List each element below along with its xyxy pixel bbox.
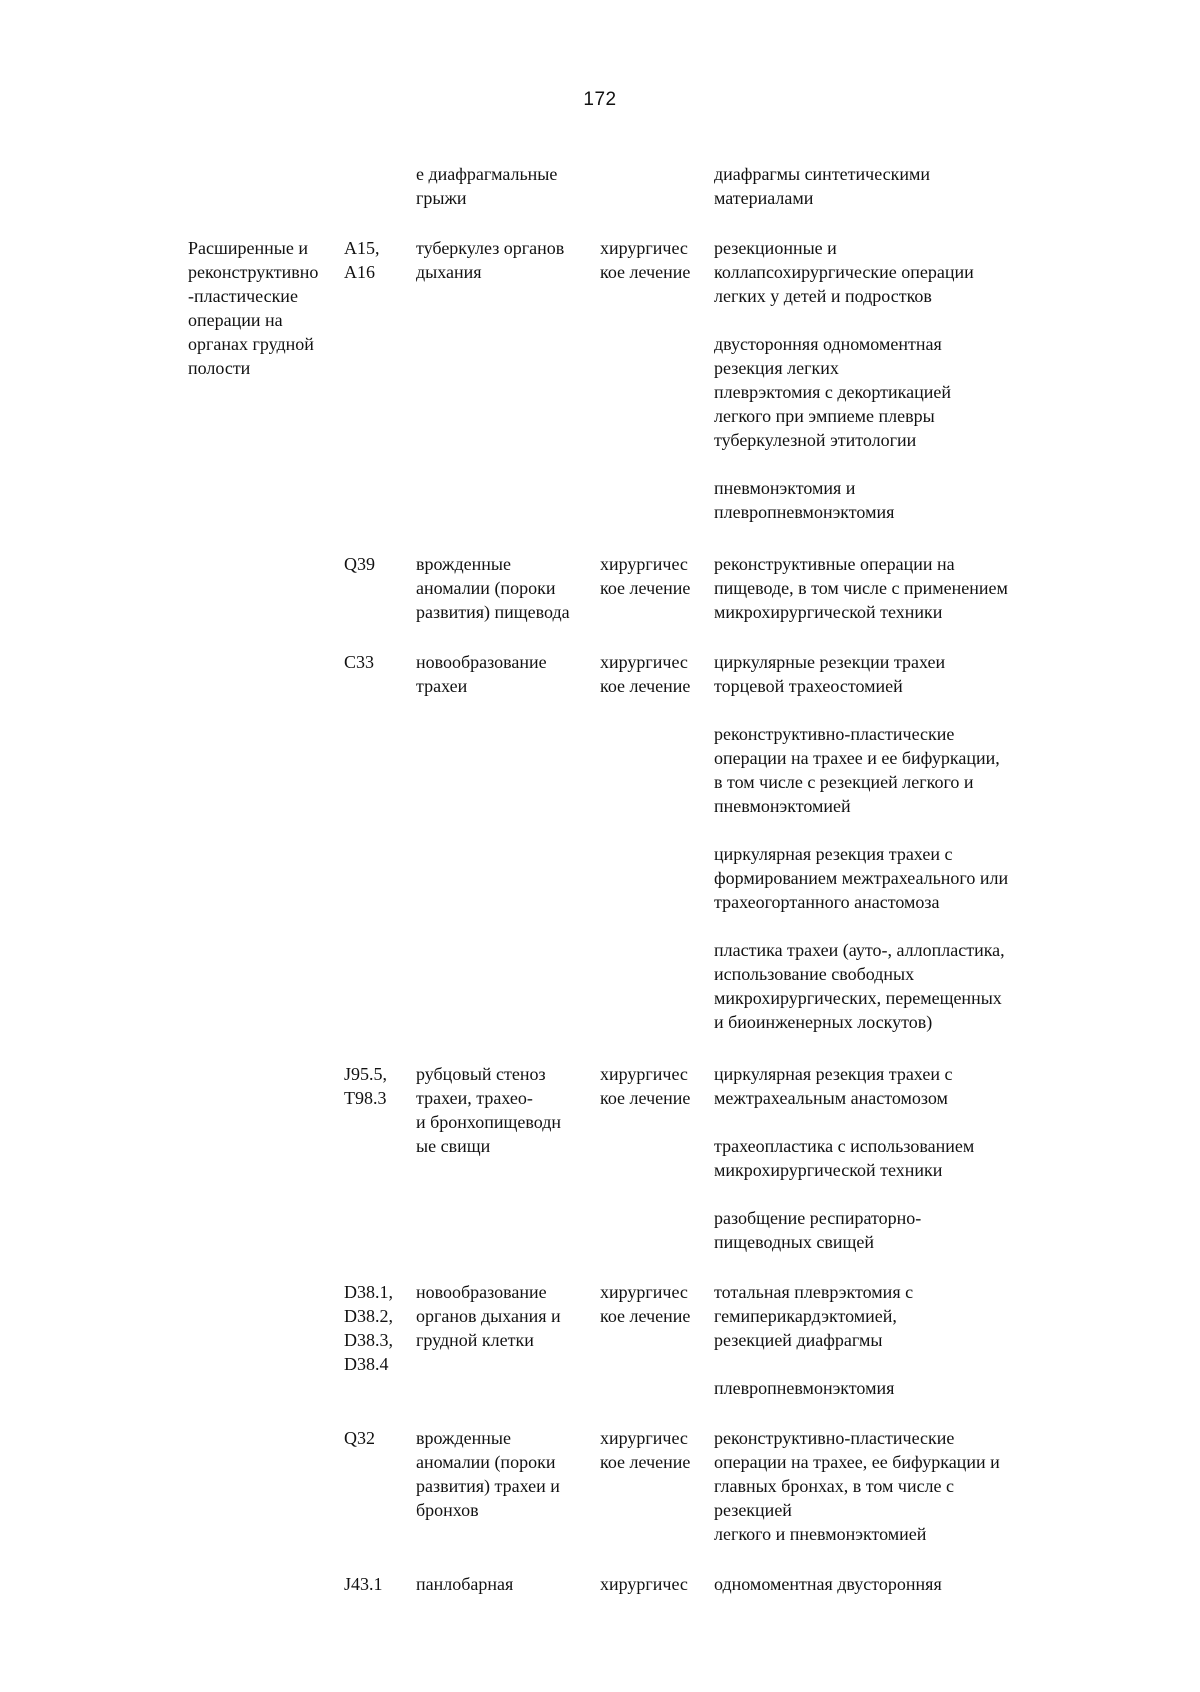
method-cell: трахеопластика с использованием микрохирургической техники (714, 1136, 975, 1180)
method-cell: диафрагмы синтетическими материалами (714, 164, 931, 208)
treatment-type-cell: хирургичес кое лечение (600, 1282, 691, 1326)
diagnosis-cell: панлобарная (416, 1574, 514, 1594)
treatment-type-cell: хирургичес (600, 1574, 688, 1594)
icd-code-cell: Q39 (344, 554, 375, 574)
diagnosis-cell: е диафрагмальные грыжи (416, 164, 558, 208)
method-cell: тотальная плеврэктомия с гемиперикардэктомией, резекцией диафрагмы (714, 1282, 914, 1350)
method-cell: одномоментная двусторонняя (714, 1574, 942, 1594)
method-cell: реконструктивно-пластические операции на трахее, ее бифуркации и главных бронхах, в том числе с резекцией легкого и пневмонэктомией (714, 1428, 1000, 1544)
method-cell: резекционные и коллапсохирургические операции легких у детей и подростков (714, 238, 974, 306)
icd-code-cell: A15, A16 (344, 238, 380, 282)
method-cell: пневмонэктомия и плевропневмонэктомия (714, 478, 895, 522)
diagnosis-cell: врожденные аномалии (пороки развития) трахеи и бронхов (416, 1428, 560, 1520)
method-cell: плевропневмонэктомия (714, 1378, 895, 1398)
icd-code-cell: J43.1 (344, 1574, 383, 1594)
diagnosis-cell: новообразование органов дыхания и грудной клетки (416, 1282, 561, 1350)
diagnosis-cell: туберкулез органов дыхания (416, 238, 565, 282)
icd-code-cell: Q32 (344, 1428, 375, 1448)
method-cell: циркулярные резекции трахеи торцевой трахеостомией (714, 652, 946, 696)
diagnosis-cell: врожденные аномалии (пороки развития) пищевода (416, 554, 570, 622)
treatment-type-cell: хирургичес кое лечение (600, 554, 691, 598)
icd-code-cell: C33 (344, 652, 375, 672)
treatment-type-cell: хирургичес кое лечение (600, 1064, 691, 1108)
icd-code-cell: J95.5, T98.3 (344, 1064, 388, 1108)
treatment-type-cell: хирургичес кое лечение (600, 652, 691, 696)
method-cell: циркулярная резекция трахеи с формированием межтрахеального или трахеогортанного анастомоза (714, 844, 1009, 912)
treatment-type-cell: хирургичес кое лечение (600, 1428, 691, 1472)
method-cell: двусторонняя одномоментная резекция легких плеврэктомия с декортикацией легкого при эмпиеме плевры туберкулезной этитологии (714, 334, 951, 450)
method-cell: реконструктивные операции на пищеводе, в том числе с применением микрохирургической техники (714, 554, 1008, 622)
method-cell: циркулярная резекция трахеи с межтрахеальным анастомозом (714, 1064, 953, 1108)
category-cell: Расширенные и реконструктивно -пластические операции на органах грудной полости (188, 238, 319, 378)
method-cell: разобщение респираторно- пищеводных свищей (714, 1208, 922, 1252)
diagnosis-cell: новообразование трахеи (416, 652, 547, 696)
icd-code-cell: D38.1, D38.2, D38.3, D38.4 (344, 1282, 393, 1374)
page-number: 172 (583, 89, 617, 110)
treatment-type-cell: хирургичес кое лечение (600, 238, 691, 282)
diagnosis-cell: рубцовый стеноз трахеи, трахео- и бронхопищеводн ые свищи (416, 1064, 562, 1156)
method-cell: реконструктивно-пластические операции на трахее и ее бифуркации, в том числе с резекцией легкого и пневмонэктомией (714, 724, 1000, 816)
method-cell: пластика трахеи (ауто-, аллопластика, использование свободных микрохирургических, перемещенных и биоинженерных лоскутов) (714, 940, 1005, 1032)
